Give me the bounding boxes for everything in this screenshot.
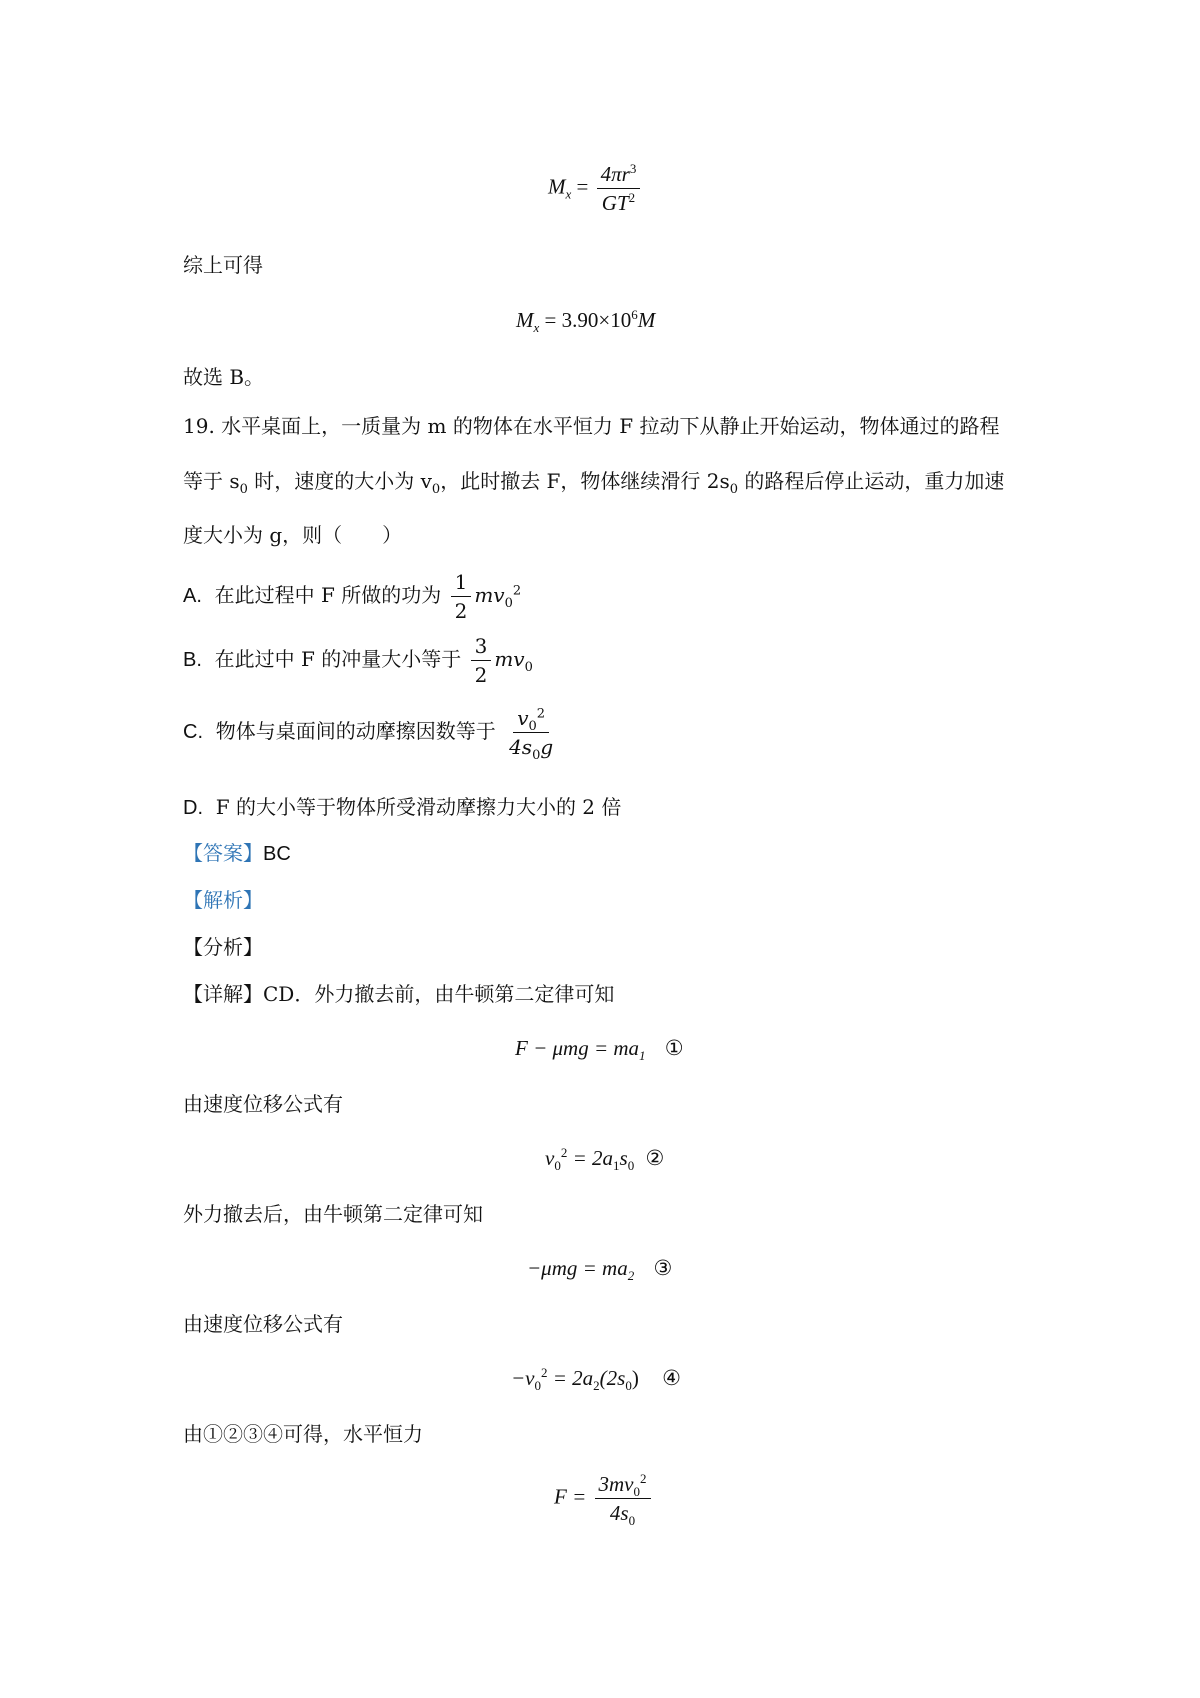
question-stem-line1: 19. 水平桌面上，一质量为 m 的物体在水平恒力 F 拉动下从静止开始运动，物体通过的路程 bbox=[183, 414, 1000, 438]
equation-1: $F - \mu mg = ma_1$ ① bbox=[515, 1036, 684, 1064]
question-stem-line2: 等于 $s_0$ 时，速度的大小为 $v_0$，此时撤去 F，物体继续滑行 $2s_0$ 的路程后停止运动，重力加速 bbox=[183, 469, 1005, 497]
equation-mass: $M_x$ = $\frac{4\pi r^3}{GT^2}$ bbox=[548, 162, 643, 215]
text-after-removal: 外力撤去后，由牛顿第二定律可知 bbox=[183, 1202, 483, 1226]
option-c: C. 物体与桌面间的动摩擦因数等于 $\frac{v_0^2}{4s_0g}$ bbox=[183, 706, 554, 763]
option-b: B. 在此过中 F 的冲量大小等于 $\frac{3}{2}$ $mv_0$ bbox=[183, 634, 533, 687]
question-number: 19. bbox=[183, 414, 215, 438]
option-a: A. 在此过程中 F 所做的功为 $\frac{1}{2}$ $mv_0^2$ bbox=[183, 570, 522, 623]
conclusion-text: 故选 B。 bbox=[183, 365, 265, 389]
equation-5: F = $\frac{3mv_0^2}{4s_0}$ bbox=[554, 1472, 654, 1525]
text-velocity-1: 由速度位移公式有 bbox=[183, 1092, 343, 1116]
text-velocity-2: 由速度位移公式有 bbox=[183, 1312, 343, 1336]
answer-line bbox=[183, 840, 291, 867]
equation-result: $M_x = 3.90\times 10^6M$ bbox=[516, 307, 656, 336]
equation-2: $v_0^2 = 2a_1s_0$ ② bbox=[545, 1145, 665, 1174]
option-d: D. F 的大小等于物体所受滑动摩擦力大小的 2 倍 bbox=[183, 795, 622, 819]
equation-3: $-\mu mg = ma_2$ ③ bbox=[527, 1256, 673, 1284]
analysis-label: 【解析】 bbox=[183, 888, 263, 912]
question-stem-line3: 度大小为 g，则（ ） bbox=[183, 523, 403, 547]
answer-value: BC bbox=[263, 843, 291, 865]
detail-line: 【详解】CD．外力撤去前，由牛顿第二定律可知 bbox=[183, 982, 615, 1006]
fraction: $\frac{4\pi r^3}{GT^2}$ bbox=[597, 162, 641, 215]
summary-text: 综上可得 bbox=[183, 253, 263, 277]
fenxi-label: 【分析】 bbox=[183, 935, 263, 959]
equation-4: $-v_0^2 = 2a_2(2s_0)$ ④ bbox=[511, 1365, 681, 1394]
text-combined: 由①②③④可得，水平恒力 bbox=[183, 1422, 423, 1446]
answer-label: 【答案】 bbox=[183, 841, 263, 865]
